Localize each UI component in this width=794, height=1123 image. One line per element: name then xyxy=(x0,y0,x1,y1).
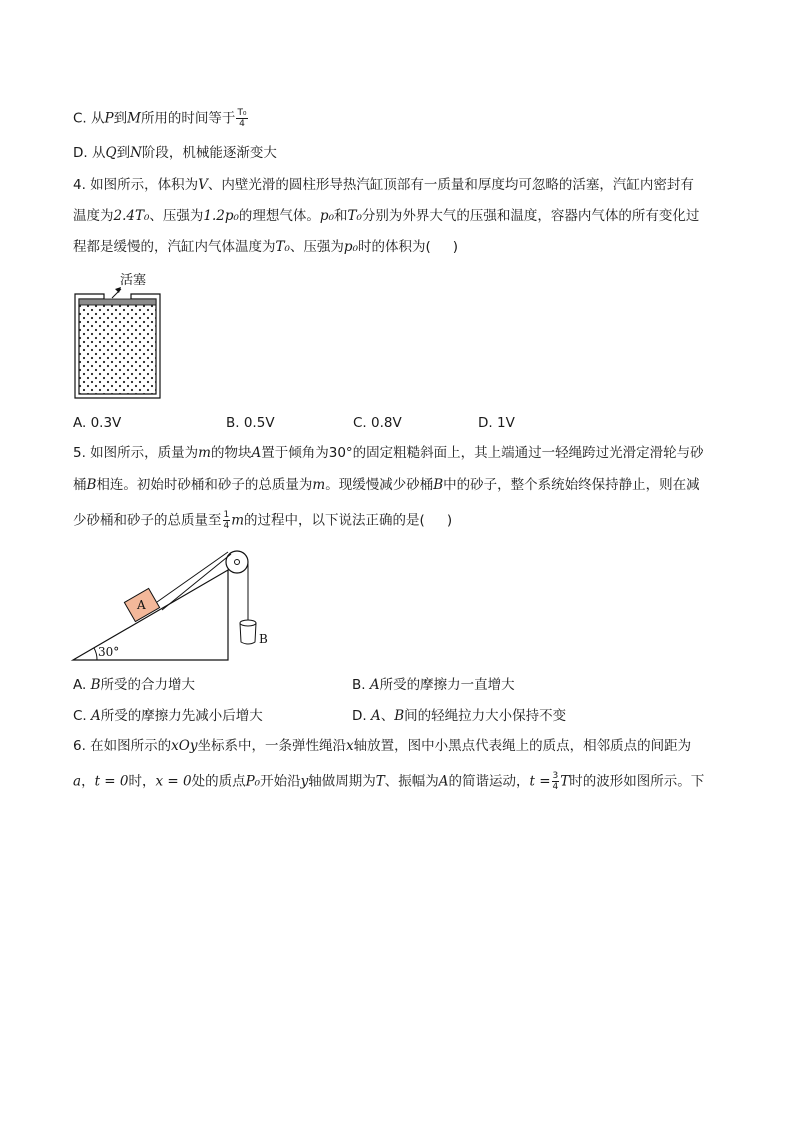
fraction: $\frac{1}{4}$ xyxy=(223,510,230,531)
q4-option-a: A. 0.3V xyxy=(73,415,122,431)
q5-option-c: C. A所受的摩擦力先减小后增大 xyxy=(73,708,263,724)
q5-line-1: 5. 如图所示，质量为m的物块A置于倾角为30°的固定粗糙斜面上，其上端通过一轻绳跨过光滑定滑轮与砂 xyxy=(73,445,704,461)
fraction: $\frac{\text{T₀}}{4}$ xyxy=(237,108,247,129)
piston xyxy=(79,299,156,305)
q4-line-1: 4. 如图所示，体积为V、内壁光滑的圆柱形导热汽缸顶部有一质量和厚度均可忽略的活塞，汽缸内密封有 xyxy=(73,177,694,193)
q4-option-c: C. 0.8V xyxy=(353,415,402,431)
q4-option-b: B. 0.5V xyxy=(226,415,275,431)
gas-region xyxy=(79,305,156,394)
bucket-b xyxy=(240,620,256,626)
incline-figure xyxy=(70,546,280,664)
q3-option-c: C. 从P到M所用的时间等于 $\frac{\text{T₀}}{4}$ xyxy=(73,108,247,129)
q4-line-2: 温度为2.4T₀、压强为1.2p₀的理想气体。p₀和T₀分别为外界大气的压强和温度，容器内气体的所有变化过 xyxy=(73,208,700,224)
q4-option-d: D. 1V xyxy=(478,415,515,431)
q4-line-3: 程都是缓慢的，汽缸内气体温度为T₀、压强为p₀时的体积为( ) xyxy=(73,239,459,255)
cylinder-figure xyxy=(74,268,164,400)
q6-line-1: 6. 在如图所示的xOy坐标系中，一条弹性绳沿x轴放置，图中小黑点代表绳上的质点，相邻质点的间距为 xyxy=(73,738,692,754)
block-a-label: A xyxy=(137,598,146,612)
bucket-b-label: B xyxy=(259,632,268,646)
q5-line-3: 少砂桶和砂子的总质量至 $\frac{1}{4}$ m的过程中，以下说法正确的是( ) xyxy=(73,510,453,531)
q5-option-d: D. A、B间的轻绳拉力大小保持不变 xyxy=(352,708,567,724)
q5-option-b: B. A所受的摩擦力一直增大 xyxy=(352,677,515,693)
piston-label: 活塞 xyxy=(120,273,147,288)
angle-label: 30° xyxy=(98,645,120,659)
q6-line-2: a，t = 0时，x = 0处的质点P₀开始沿y轴做周期为T、振幅为A的简谐运动，t = $\frac{3}{4}$ T时的波形如图所示。下 xyxy=(73,771,705,792)
fraction: $\frac{3}{4}$ xyxy=(552,771,559,792)
q5-option-a: A. B所受的合力增大 xyxy=(73,677,196,693)
q5-line-2: 桶B相连。初始时砂桶和砂子的总质量为m。现缓慢减少砂桶B中的砂子，整个系统始终保持静止，则在减 xyxy=(73,477,700,493)
q3-option-d: D. 从Q到N阶段，机械能逐渐变大 xyxy=(73,145,277,161)
